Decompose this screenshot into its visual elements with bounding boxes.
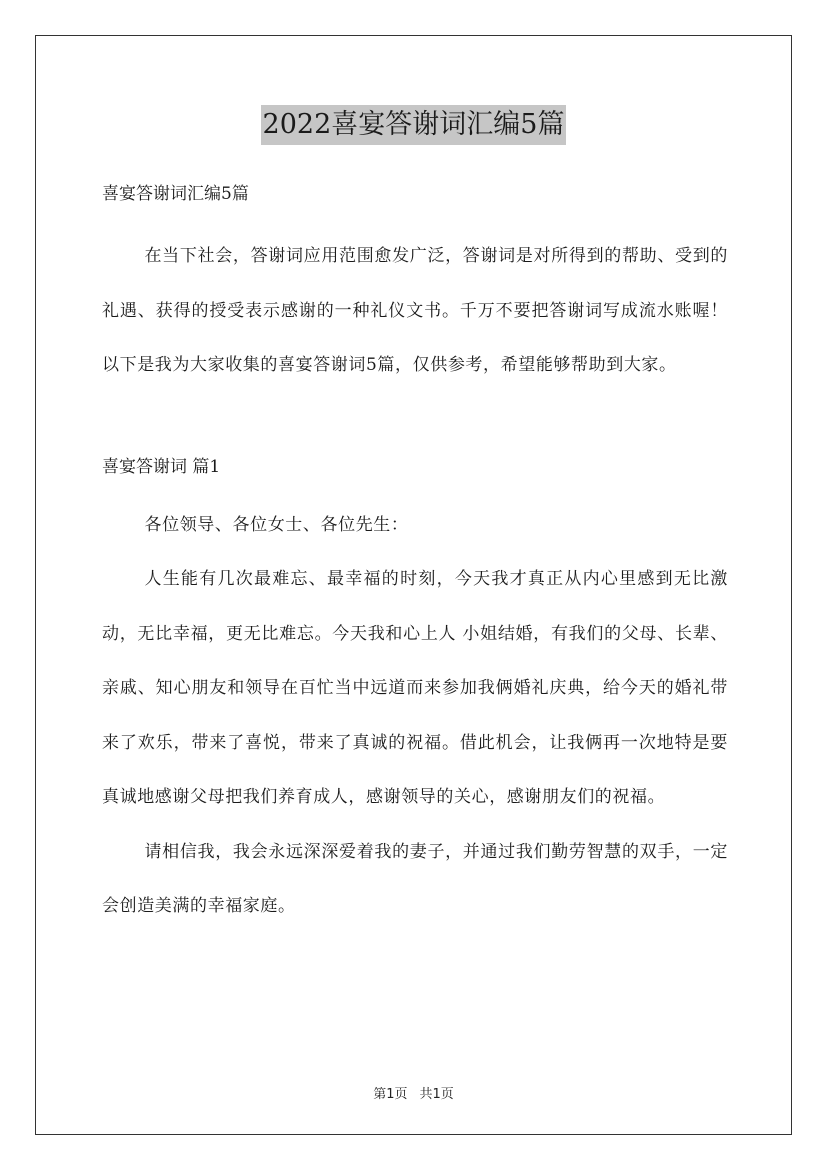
document-title: 2022喜宴答谢词汇编5篇	[0, 103, 827, 145]
body-paragraph: 人生能有几次最难忘、最幸福的时刻，今天我才真正从内心里感到无比激动，无比幸福，更无比难忘。今天我和心上人 小姐结婚，有我们的父母、长辈、亲戚、知心朋友和领导在百忙当中远道而来参加我俩婚礼庆典，给今天的婚礼带来了欢乐，带来了喜悦，带来了真诚的祝福。借此机会，让我俩再一次地特是要真诚地感谢父母把我们养育成人，感谢领导的关心，感谢朋友们的祝福。	[102, 569, 728, 807]
body-paragraph: 请相信我，我会永远深深爱着我的妻子，并通过我们勤劳智慧的双手，一定会创造美满的幸福家庭。	[102, 841, 728, 916]
page-footer	[0, 1083, 827, 1102]
document-subtitle: 喜宴答谢词汇编5篇	[102, 184, 249, 204]
greeting-paragraph: 各位领导、各位女士、各位先生：	[144, 514, 409, 535]
page-total: 共1页	[419, 1087, 454, 1102]
section-heading: 喜宴答谢词 篇1	[102, 456, 221, 477]
intro-paragraph: 在当下社会，答谢词应用范围愈发广泛，答谢词是对所得到的帮助、受到的礼遇、获得的授受表示感谢的一种礼仪文书。千万不要把答谢词写成流水账喔！以下是我为大家收集的喜宴答谢词5篇，仅供参考，希望能够帮助到大家。	[102, 246, 728, 375]
document-body	[102, 178, 728, 934]
page-number: 第1页	[373, 1087, 408, 1102]
